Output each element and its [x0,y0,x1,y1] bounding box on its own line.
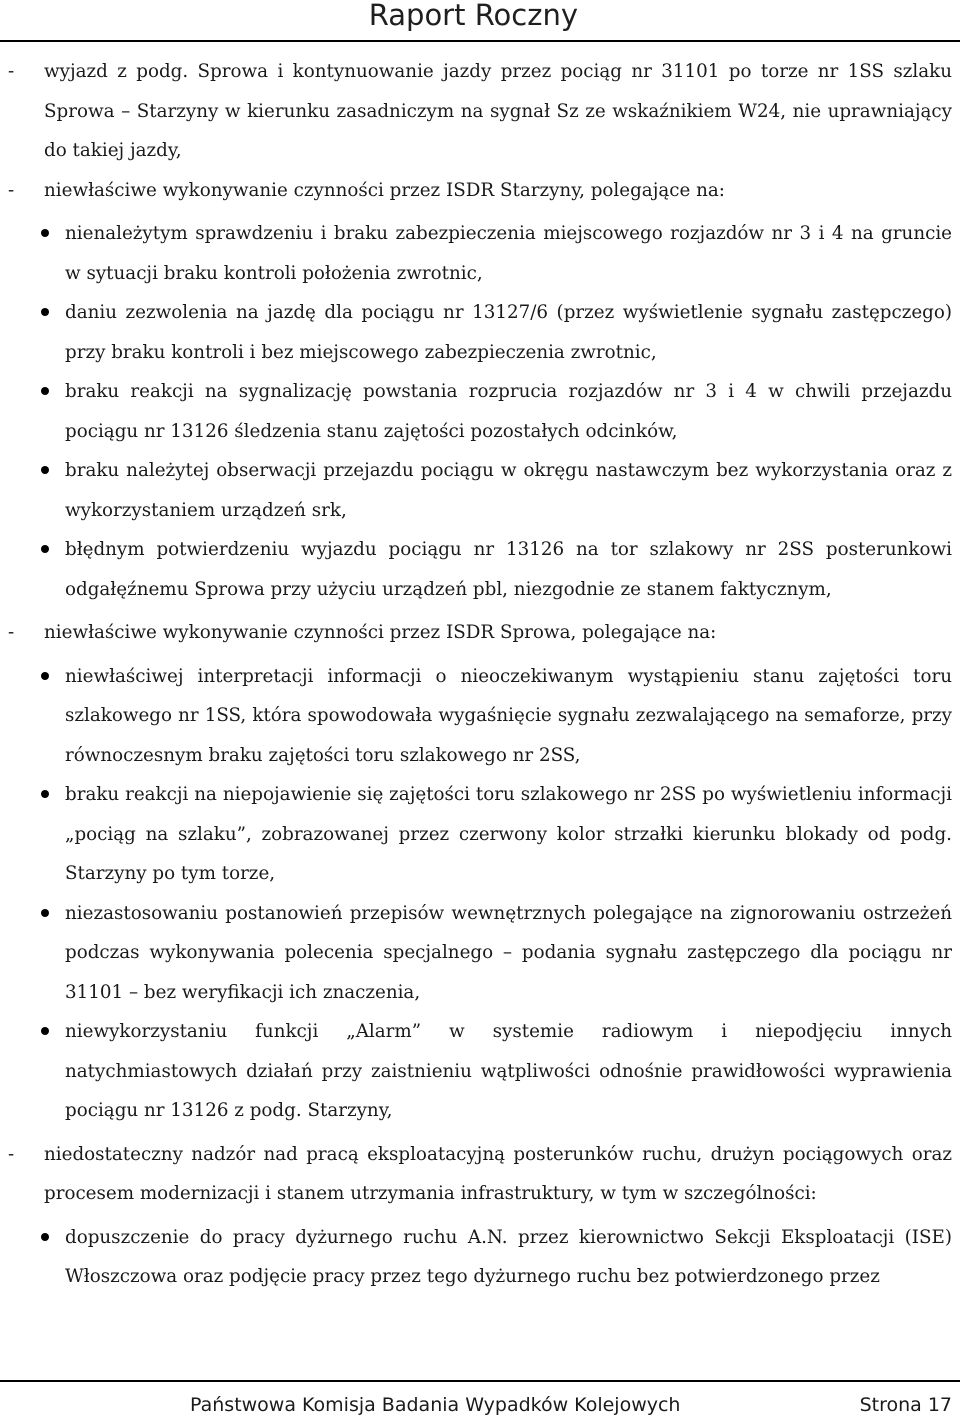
footer-organization: Państwowa Komisja Badania Wypadków Kolejowych [190,1394,681,1416]
list-item [8,530,952,609]
dash-item-text: niewłaściwe wykonywanie czynności przez ISDR Sprowa, polegające na: [44,622,717,643]
dash-marker: - [8,1143,15,1165]
bullet-list-isdr-sprowa [8,657,952,1131]
bullet-icon [41,790,49,798]
bullet-icon [41,229,49,237]
list-item-text: niewykorzystaniu funkcji „Alarm” w systemie radiowym i niepodjęciu innych natychmiastowych działań przy zaistnieniu wątpliwości odnośnie prawidłowości wyprawienia pociągu nr 13126 z podg. Starzyny, [65,1021,952,1121]
dash-marker: - [8,622,15,643]
list-item [8,214,952,293]
list-item [8,372,952,451]
list-item-text: nienależytym sprawdzeniu i braku zabezpieczenia miejscowego rozjazdów nr 3 i 4 na gruncie w sytuacji braku kontroli położenia zwrotnic, [65,223,952,284]
list-item-text: niezastosowaniu postanowień przepisów wewnętrznych polegające na zignorowaniu ostrzeżeń podczas wykonywania polecenia specjalnego – podania sygnału zastępczego dla pociągu nr 31101 – bez weryfikacji ich znaczenia, [65,902,952,1003]
document-body [8,52,952,1301]
list-item-text: braku reakcji na niepojawienie się zajętości toru szlakowego nr 2SS po wyświetleniu informacji „pociąg na szlaku”, zobrazowanej przez czerwony kolor strzałki kierunku blokady od podg. Starzyny po tym torze, [65,784,952,884]
dash-item-isdr-starzyny [8,171,952,211]
bullet-list-isdr-starzyny [8,214,952,609]
list-item [8,657,952,776]
list-item-text: błędnym potwierdzeniu wyjazdu pociągu nr 13126 na tor szlakowy nr 2SS posterunkowi odgałęźnemu Sprowa przy użyciu urządzeń pbl, niezgodnie ze stanem faktycznym, [65,539,952,600]
list-item-text: niewłaściwej interpretacji informacji o nieoczekiwanym wystąpieniu stanu zajętości toru szlakowego nr 1SS, która spowodowała wygaśnięcie sygnału zezwalającego na semaforze, przy równoczesnym braku zajętości toru szlakowego nr 2SS, [65,665,952,766]
bullet-icon [41,387,49,395]
dash-marker: - [8,61,15,82]
report-title: Raport Roczny [368,0,578,32]
page-footer [0,1380,960,1421]
bullet-icon [41,1233,49,1241]
list-item [8,1218,952,1297]
list-item [8,894,952,1013]
list-item [8,775,952,894]
page-header [0,0,960,42]
dash-item-text: niewłaściwe wykonywanie czynności przez ISDR Starzyny, polegające na: [44,179,725,201]
list-item-text: braku reakcji na sygnalizację powstania rozprucia rozjazdów nr 3 i 4 w chwili przejazdu pociągu nr 13126 śledzenia stanu zajętości pozostałych odcinków, [65,381,952,442]
bullet-icon [41,466,49,474]
list-item [8,293,952,372]
page-number: Strona 17 [859,1394,952,1416]
dash-marker: - [8,179,15,201]
bullet-icon [41,672,49,680]
bullet-icon [41,545,49,553]
bullet-icon [41,1027,49,1035]
dash-item-departure [8,52,952,171]
dash-item-supervision [8,1135,952,1214]
list-item-text: daniu zezwolenia na jazdę dla pociągu nr 13127/6 (przez wyświetlenie sygnału zastępczego) przy braku kontroli i bez miejscowego zabezpieczenia zwrotnic, [65,302,952,363]
bullet-icon [41,909,49,917]
list-item-text: dopuszczenie do pracy dyżurnego ruchu A.N. przez kierownictwo Sekcji Eksploatacji (ISE) Włoszczowa oraz podjęcie pracy przez tego dyżurnego ruchu bez potwierdzonego przez [65,1226,952,1287]
list-item [8,1012,952,1131]
list-item [8,451,952,530]
dash-item-isdr-sprowa [8,613,952,653]
list-item-text: braku należytej obserwacji przejazdu pociągu w okręgu nastawczym bez wykorzystania oraz z wykorzystaniem urządzeń srk, [65,460,952,521]
bullet-list-supervision [8,1218,952,1297]
dash-item-text: niedostateczny nadzór nad pracą eksploatacyjną posterunków ruchu, drużyn pociągowych oraz procesem modernizacji i stanem utrzymania infrastruktury, w tym w szczególności: [44,1143,952,1204]
dash-item-text: wyjazd z podg. Sprowa i kontynuowanie jazdy przez pociąg nr 31101 po torze nr 1SS szlaku Sprowa – Starzyny w kierunku zasadniczym na sygnał Sz ze wskaźnikiem W24, nie uprawniający do takiej jazdy, [44,61,952,161]
bullet-icon [41,308,49,316]
